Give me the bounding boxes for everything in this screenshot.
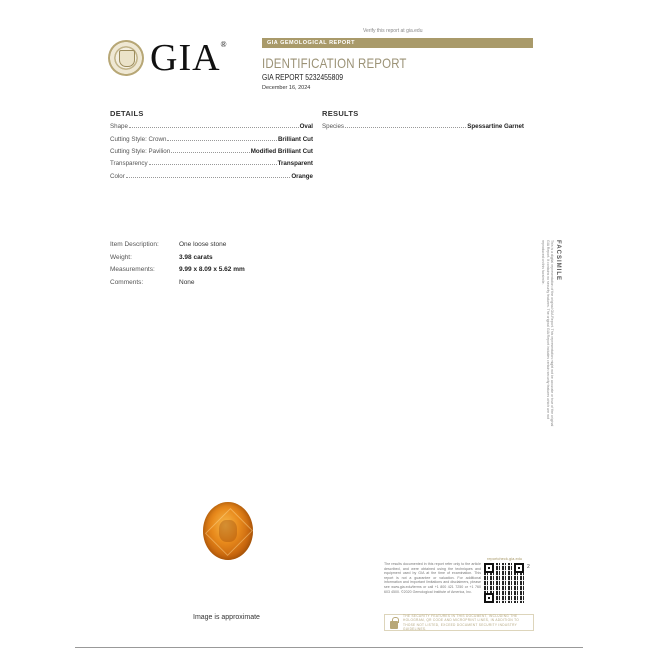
gia-wordmark: GIA® — [150, 37, 228, 79]
info-row-description: Item Description: One loose stone — [110, 241, 227, 248]
lock-icon — [390, 621, 398, 629]
report-banner: GIA GEMOLOGICAL REPORT — [262, 38, 533, 48]
info-row-weight: Weight: 3.98 carats — [110, 254, 213, 261]
reportcheck-link[interactable]: reportcheck.gia.edu — [487, 556, 523, 561]
report-date: December 16, 2024 — [262, 85, 311, 91]
gemstone-image — [203, 502, 253, 560]
detail-row-shape: Shape Oval — [110, 123, 313, 130]
details-heading: DETAILS — [110, 109, 144, 118]
disclaimer-text: The results documented in this report refer only to the article described, and were obtained using the techniques and equipment used by GIA at the time of examination. This report is not a guarantee or valuation. For additional information and important limitations and disclaimers, please see www.gia.edu/terms or call +1 800 421 7250 or +1 760 603 4500. ©2020 Gemological Institute of America, Inc. — [384, 562, 481, 594]
report-number: GIA REPORT 5232455809 — [262, 73, 344, 82]
results-heading: RESULTS — [322, 109, 359, 118]
detail-row-pavilion: Cutting Style: Pavilion Modified Brilliant Cut — [110, 148, 313, 155]
qr-finder-icon — [514, 563, 524, 573]
verify-link[interactable]: Verify this report at gia.edu — [363, 28, 423, 34]
detail-row-crown: Cutting Style: Crown Brilliant Cut — [110, 136, 313, 143]
security-notice: THE SECURITY FEATURES IN THIS DOCUMENT, INCLUDING THE HOLOGRAM, QR CODE AND MICROPRINT LINES, IN ADDITION TO THOSE NOT LISTED, EXCEED DOCUMENT SECURITY INDUSTRY GUIDELINES. — [384, 614, 534, 631]
image-caption: Image is approximate — [193, 614, 260, 621]
qr-number: 2 — [527, 564, 530, 570]
detail-row-color: Color Orange — [110, 173, 313, 180]
result-row-species: Species Spessartine Garnet — [322, 123, 524, 130]
gia-seal-icon — [108, 40, 144, 76]
qr-code[interactable] — [484, 563, 524, 603]
info-row-measurements: Measurements: 9.99 x 8.09 x 5.62 mm — [110, 266, 245, 273]
detail-row-transparency: Transparency Transparent — [110, 160, 313, 167]
facsimile-notice: FACSIMILE This is a digital representation of the original GIA Report. This representation might not be accurate or true of the original GIA Report. It contains no security features. The original GIA Report includes certain security features which are not reproduced on this facsimile. — [541, 240, 561, 427]
bottom-divider — [75, 647, 583, 648]
report-title: IDENTIFICATION REPORT — [262, 55, 407, 71]
gia-logo — [108, 38, 228, 78]
qr-finder-icon — [484, 563, 494, 573]
qr-finder-icon — [484, 593, 494, 603]
info-row-comments: Comments: None — [110, 279, 195, 286]
